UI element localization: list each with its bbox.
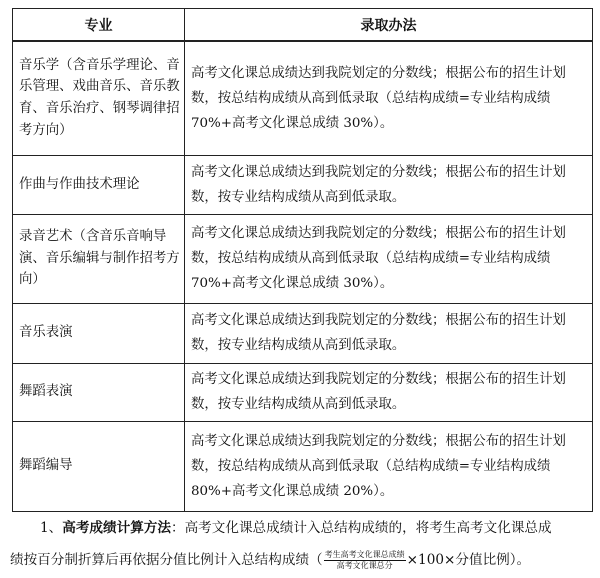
note-text: 绩按百分制折算后再依据分值比例计入总结构成绩（ [10, 552, 323, 568]
note-line-1 [0, 512, 600, 544]
note-number: 1、 [40, 520, 63, 536]
header-method: 录取办法 [185, 9, 593, 42]
method-cell: 高考文化课总成绩达到我院划定的分数线；根据公布的招生计划数，按专业结构成绩从高到低录取。 [185, 363, 593, 421]
score-fraction [324, 550, 406, 571]
multiply-sign: × [444, 552, 456, 568]
note-text: 分值比例）。 [455, 552, 531, 568]
method-cell: 高考文化课总成绩达到我院划定的分数线；根据公布的招生计划数，按总结构成绩从高到低录取（总结构成绩=专业结构成绩 70%+高考文化课总成绩 30%）。 [185, 214, 593, 303]
note-bold-label: 高考成绩计算方法 [62, 520, 171, 536]
multiply-sign: × [406, 552, 419, 568]
note-text: 高考文化课总成绩计入总结构成绩的，将考生高考文化课总成 [184, 520, 552, 536]
fraction-denominator: 高考文化课总分 [336, 561, 393, 570]
major-cell: 舞蹈表演 [13, 363, 185, 421]
method-cell: 高考文化课总成绩达到我院划定的分数线；根据公布的招生计划数，按专业结构成绩从高到低录取。 [185, 155, 593, 214]
major-cell: 录音艺术（含音乐音响导演、音乐编辑与制作招考方向） [13, 214, 185, 303]
table-row [13, 41, 593, 155]
table-row [13, 214, 593, 303]
note-line-2 [0, 544, 600, 576]
fraction-numerator: 考生高考文化课总成绩 [324, 550, 405, 559]
calculation-note [0, 512, 600, 576]
table-row [13, 363, 593, 421]
method-cell: 高考文化课总成绩达到我院划定的分数线；根据公布的招生计划数，按专业结构成绩从高到低录取。 [185, 303, 593, 363]
table-row [13, 303, 593, 363]
major-cell: 作曲与作曲技术理论 [13, 155, 185, 214]
hundred-value: 100 [418, 552, 444, 568]
table-row [13, 421, 593, 511]
table-row [13, 155, 593, 214]
major-cell: 音乐表演 [13, 303, 185, 363]
method-cell: 高考文化课总成绩达到我院划定的分数线；根据公布的招生计划数，按总结构成绩从高到低录取（总结构成绩=专业结构成绩 70%+高考文化课总成绩 30%）。 [185, 41, 593, 155]
major-cell: 舞蹈编导 [13, 421, 185, 511]
admission-table [12, 8, 593, 512]
method-cell: 高考文化课总成绩达到我院划定的分数线；根据公布的招生计划数，按总结构成绩从高到低录取（总结构成绩=专业结构成绩 80%+高考文化课总成绩 20%）。 [185, 421, 593, 511]
note-colon: ： [171, 520, 185, 536]
header-major: 专业 [13, 9, 185, 42]
table-header-row [13, 9, 593, 42]
major-cell: 音乐学（含音乐学理论、音乐管理、戏曲音乐、音乐教育、音乐治疗、钢琴调律招考方向） [13, 41, 185, 155]
